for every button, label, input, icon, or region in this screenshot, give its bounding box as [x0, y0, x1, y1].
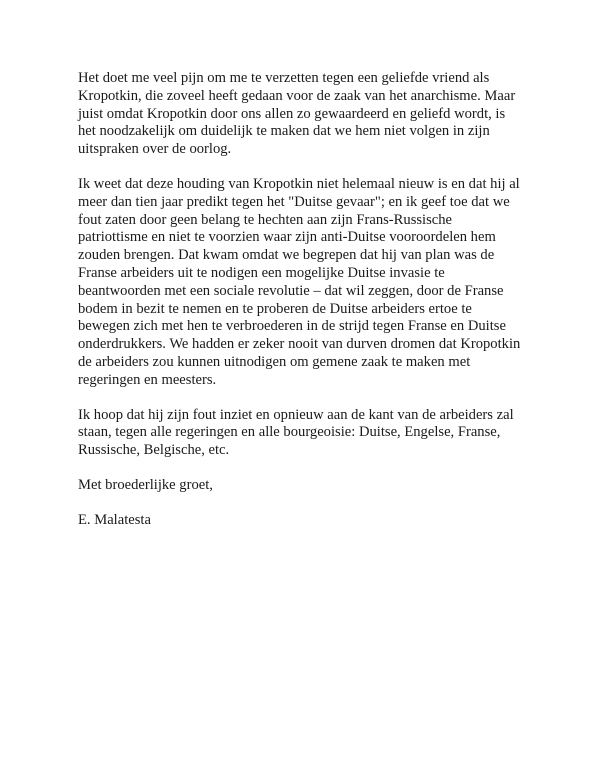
- text-line: de arbeiders zou kunnen uitnodigen om gemene zaak te maken met: [78, 353, 471, 370]
- text-line: bewegen zich met hen te verbroederen in de strijd tegen Franse en Duitse: [78, 318, 506, 335]
- text-line: beantwoorden met een sociale revolutie – dat wil zeggen, door de Franse: [78, 282, 504, 299]
- text-line: juist omdat Kropotkin door ons allen zo gewaardeerd en geliefd wordt, is: [78, 105, 506, 122]
- text-line: patriottisme en niet te voorzien waar zijn anti-Duitse vooroordelen hem: [78, 229, 496, 246]
- text-line: onderdrukkers. We hadden er zeker nooit van durven dromen dat Kropotkin: [78, 336, 521, 353]
- paragraph-argument: [78, 176, 528, 390]
- text-line: Kropotkin, die zoveel heeft gedaan voor de zaak van het anarchisme. Maar: [78, 87, 516, 104]
- text-line: bodem in bezit te nemen en te proberen de Duitse arbeiders ertoe te: [78, 300, 472, 317]
- text-line: staan, tegen alle regeringen en alle bourgeoisie: Duitse, Engelse, Franse,: [78, 424, 501, 441]
- letter-body: [78, 70, 528, 547]
- text-line: fout zaten door geen belang te hechten aan zijn Frans-Russische: [78, 211, 453, 228]
- text-line: Met broederlijke groet,: [78, 476, 213, 493]
- text-line: Franse arbeiders uit te nodigen een mogelijke Duitse invasie te: [78, 264, 445, 281]
- text-line: het noodzakelijk om duidelijk te maken dat we hem niet volgen in zijn: [78, 123, 490, 140]
- text-line: uitspraken over de oorlog.: [78, 141, 232, 158]
- text-line: Russische, Belgische, etc.: [78, 442, 230, 459]
- text-line: zouden brengen. Dat kwam omdat we begrepen dat hij van plan was de: [78, 247, 495, 264]
- text-line: E. Malatesta: [78, 511, 151, 528]
- closing-salutation: [78, 477, 528, 495]
- text-line: Ik hoop dat hij zijn fout inziet en opnieuw aan de kant van de arbeiders zal: [78, 406, 514, 423]
- text-line: Het doet me veel pijn om me te verzetten tegen een geliefde vriend als: [78, 70, 490, 86]
- paragraph-intro: [78, 70, 528, 159]
- text-line: meer dan tien jaar predikt tegen het "Duitse gevaar"; en ik geef toe dat we: [78, 193, 510, 210]
- text-line: regeringen en meesters.: [78, 371, 217, 388]
- text-line: Ik weet dat deze houding van Kropotkin niet helemaal nieuw is en dat hij al: [78, 175, 520, 192]
- signature-name: [78, 512, 528, 530]
- paragraph-hope: [78, 407, 528, 460]
